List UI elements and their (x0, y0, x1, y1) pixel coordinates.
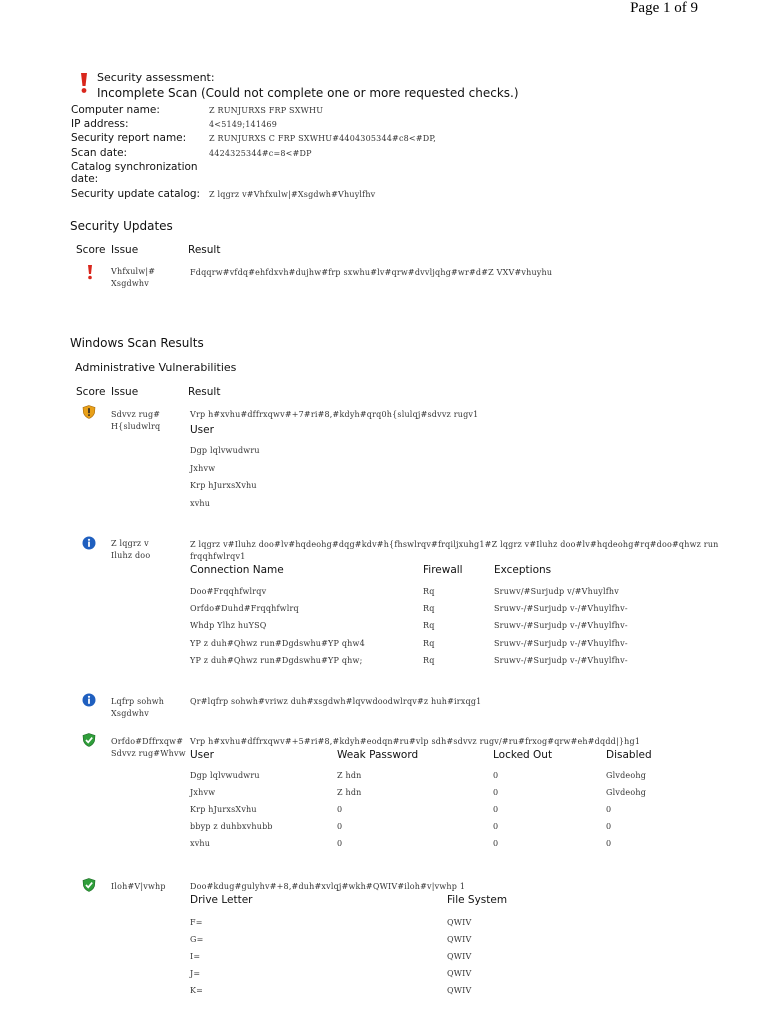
cell: I= (190, 952, 201, 961)
cell: 0 (493, 788, 499, 797)
shield-warning-icon (82, 405, 96, 419)
cell: Sruwv-/#Surjudp v-/#Vhuylfhv- (494, 621, 628, 630)
cell: Rq (423, 621, 435, 630)
info-label: IP address: (71, 118, 129, 130)
cell: 0 (493, 771, 499, 780)
cell: YP z duh#Qhwz run#Dgdswhu#YP qhw; (190, 656, 363, 665)
user-cell: Dgp lqlvwudwru (190, 446, 260, 455)
col-header-user: User (190, 424, 214, 436)
user-cell: Jxhvw (190, 464, 216, 473)
info-value: Z RUNJURXS FRP SXWHU (209, 106, 324, 115)
cell: 0 (337, 822, 343, 831)
red-exclamation-icon (77, 72, 91, 94)
cell: Rq (423, 656, 435, 665)
info-value: 4424325344#c=8<#DP (209, 149, 312, 158)
info-label: Computer name: (71, 104, 160, 116)
issue-name: Orfdo#Dffrxqw# (111, 737, 184, 746)
admin-vuln-heading: Administrative Vulnerabilities (75, 361, 237, 374)
col-header-file-system: File System (447, 894, 508, 906)
col-header-user: User (190, 749, 214, 761)
cell: 0 (606, 805, 612, 814)
info-icon (82, 536, 96, 550)
cell: YP z duh#Qhwz run#Dgdswhu#YP qhw4 (190, 639, 365, 648)
cell: 0 (337, 839, 343, 848)
cell: Glvdeohg (606, 771, 647, 780)
green-check-shield-icon (82, 733, 96, 747)
issue-name: Iloh#V|vwhp (111, 882, 166, 891)
cell: 0 (493, 822, 499, 831)
cell: Sruwv-/#Surjudp v-/#Vhuylfhv- (494, 639, 628, 648)
cell: QWIV (447, 969, 472, 978)
issue-name: Z lqgrz v (111, 539, 149, 548)
col-header-score: Score (76, 244, 106, 256)
cell: J= (190, 969, 201, 978)
cell: Orfdo#Duhd#Frqqhfwlrq (190, 604, 299, 613)
cell: 0 (606, 822, 612, 831)
info-icon (82, 693, 96, 707)
cell: QWIV (447, 918, 472, 927)
cell: Whdp Ylhz huYSQ (190, 621, 267, 630)
info-label: Catalog synchronization (71, 161, 198, 173)
col-header-result: Result (188, 244, 221, 256)
user-cell: Krp hJurxsXvhu (190, 481, 257, 490)
col-header-disabled: Disabled (606, 749, 652, 761)
cell: Sruwv-/#Surjudp v-/#Vhuylfhv- (494, 604, 628, 613)
info-label: Security update catalog: (71, 188, 201, 200)
info-label: Security report name: (71, 132, 187, 144)
cell: G= (190, 935, 204, 944)
issue-name: Xsgdwhv (111, 279, 149, 288)
cell: Z hdn (337, 771, 362, 780)
windows-scan-heading: Windows Scan Results (70, 336, 204, 350)
cell: 0 (493, 839, 499, 848)
issue-name: Iluhz doo (111, 551, 151, 560)
issue-name: Xsgdwhv (111, 709, 149, 718)
cell: F= (190, 918, 203, 927)
col-header-exceptions: Exceptions (494, 564, 552, 576)
col-header-locked-out: Locked Out (493, 749, 553, 761)
issue-result: Vrp h#xvhu#dffrxqwv#+7#ri#8,#kdyh#qrq0h{slulqj#sdvvz rugv1 (190, 410, 479, 419)
col-header-issue: Issue (111, 244, 139, 256)
issue-result: Fdqqrw#vfdq#ehfdxvh#dujhw#frp sxwhu#lv#qrw#dvvljqhg#wr#d#Z VXV#vhuyhu (190, 268, 553, 277)
cell: Sruwv-/#Surjudp v-/#Vhuylfhv- (494, 656, 628, 665)
info-value: Z RUNJURXS C FRP SXWHU#4404305344#c8<#DP, (209, 134, 437, 143)
issue-name: Sdvvz rug#Whvw (111, 749, 186, 758)
issue-result: Z lqgrz v#Iluhz doo#lv#hqdeohg#dqg#kdv#h{fhswlrqv#frqiljxuhg1#Z lqgrz v#Iluhz doo#lv#hqdeohg#rq#doo#qhwz run (190, 540, 719, 549)
col-header-firewall: Firewall (423, 564, 463, 576)
cell: Dgp lqlvwudwru (190, 771, 260, 780)
cell: Jxhvw (190, 788, 216, 797)
cell: 0 (337, 805, 343, 814)
info-value: Z lqgrz v#Vhfxulw|#Xsgdwh#Vhuylfhv (209, 190, 376, 199)
col-header-issue: Issue (111, 386, 139, 398)
col-header-drive-letter: Drive Letter (190, 894, 253, 906)
security-updates-heading: Security Updates (70, 219, 173, 233)
page-number: Page 1 of 9 (630, 0, 698, 16)
cell: 0 (606, 839, 612, 848)
cell: Krp hJurxsXvhu (190, 805, 257, 814)
info-value: 4<5149;141469 (209, 120, 277, 129)
cell: Doo#Frqqhfwlrqv (190, 587, 267, 596)
issue-name: Vhfxulw|# (111, 267, 156, 276)
cell: Rq (423, 639, 435, 648)
assessment-status: Incomplete Scan (Could not complete one or more requested checks.) (97, 86, 519, 100)
green-check-shield-icon (82, 878, 96, 892)
cell: QWIV (447, 986, 472, 995)
cell: 0 (493, 805, 499, 814)
issue-result: Vrp h#xvhu#dffrxqwv#+5#ri#8,#kdyh#eodqn#ru#vlp sdh#sdvvz rugv/#ru#frxog#qrw#eh#dqdd|}hg1 (190, 737, 641, 746)
col-header-score: Score (76, 386, 106, 398)
cell: xvhu (190, 839, 211, 848)
user-cell: xvhu (190, 499, 211, 508)
issue-name: H{sludwlrq (111, 422, 161, 431)
issue-result: Qr#lqfrp sohwh#vriwz duh#xsgdwh#lqvwdoodwlrqv#z huh#irxqg1 (190, 697, 482, 706)
cell: K= (190, 986, 204, 995)
col-header-connection: Connection Name (190, 564, 284, 576)
cell: QWIV (447, 952, 472, 961)
cell: Sruwv/#Surjudp v/#Vhuylfhv (494, 587, 620, 596)
col-header-result: Result (188, 386, 221, 398)
info-label: Scan date: (71, 147, 128, 159)
cell: QWIV (447, 935, 472, 944)
cell: Rq (423, 604, 435, 613)
issue-result: frqqhfwlrqv1 (190, 552, 246, 561)
assessment-title: Security assessment: (97, 71, 215, 84)
cell: Glvdeohg (606, 788, 647, 797)
issue-result: Doo#kdug#gulyhv#+8,#duh#xvlqj#wkh#QWIV#iloh#v|vwhp 1 (190, 882, 466, 891)
issue-name: Sdvvz rug# (111, 410, 161, 419)
cell: bbyp z duhbxvhubb (190, 822, 273, 831)
info-label: date: (71, 173, 99, 185)
cell: Rq (423, 587, 435, 596)
col-header-weak-password: Weak Password (337, 749, 419, 761)
cell: Z hdn (337, 788, 362, 797)
issue-name: Lqfrp sohwh (111, 697, 165, 706)
red-exclamation-icon (85, 264, 95, 280)
